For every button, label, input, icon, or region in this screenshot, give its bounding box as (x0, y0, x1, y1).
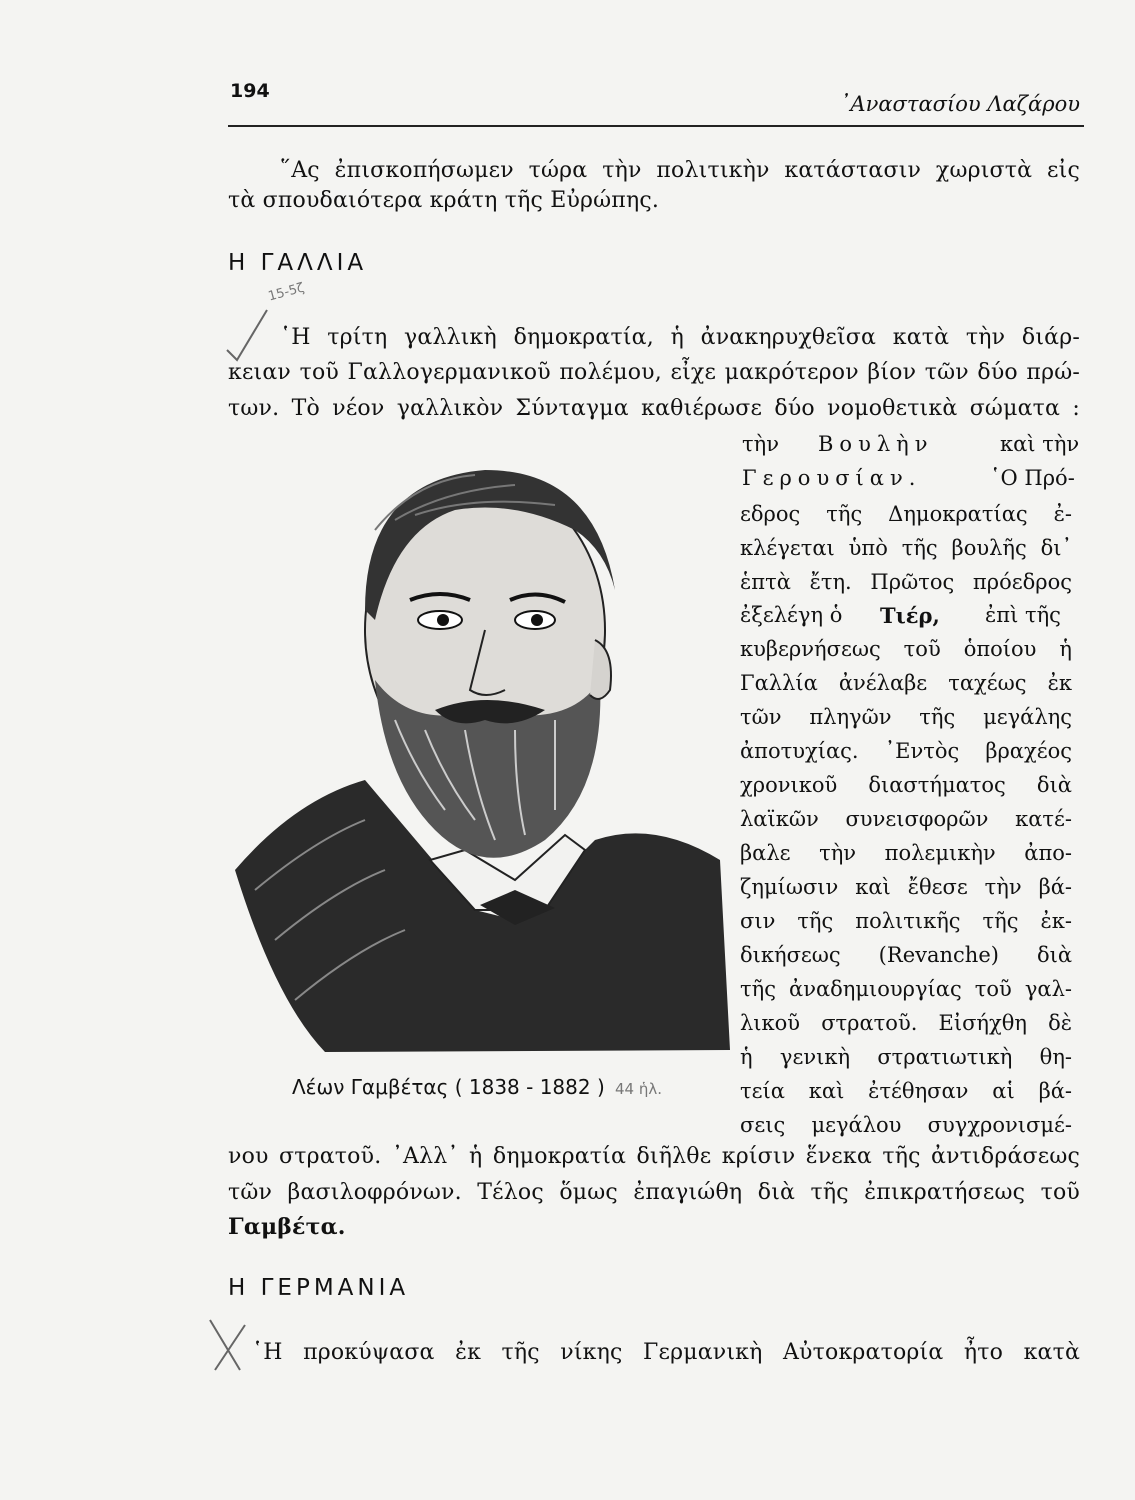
tier-name: Τιέρ, (880, 603, 940, 628)
column-line: χρονικοῦ διαστήματος διὰ (740, 773, 1072, 797)
section-heading-france: Η ΓΑΛΛΙΑ (228, 250, 368, 276)
column-line: τῶν πληγῶν τῆς μεγάλης (740, 705, 1072, 729)
column-line: σιν τῆς πολιτικῆς τῆς ἐκ- (740, 909, 1072, 933)
column-line: κυβερνήσεως τοῦ ὁποίου ἡ (740, 637, 1072, 661)
column-line: ζημίωσιν καὶ ἔθεσε τὴν βά- (740, 875, 1072, 899)
column-line: λαϊκῶν συνεισφορῶν κατέ- (740, 807, 1072, 831)
pencil-caption-note: 44 ἡλ. (615, 1080, 663, 1098)
intro-line-2: τὰ σπουδαιότερα κράτη τῆς Εὐρώπης. (228, 188, 660, 213)
column-line-voulin: Βουλὴν (818, 432, 934, 456)
column-line-tier-after: ἐπὶ τῆς (985, 603, 1061, 627)
pencil-x-mark-icon (200, 1310, 260, 1380)
running-header-author: ᾿Αναστασίου Λαζάρου (839, 92, 1080, 116)
column-line: τεία καὶ ἐτέθησαν αἱ βά- (740, 1079, 1072, 1103)
section-heading-germany: Η ΓΕΡΜΑΝΙΑ (228, 1275, 410, 1301)
france-para-line-2: κειαν τοῦ Γαλλογερμανικοῦ πολέμου, εἶχε μακρότερον βίον τῶν δύο πρώ- (228, 360, 1080, 385)
intro-line-1: ῞Ας ἐπισκοπήσωμεν τώρα τὴν πολιτικὴν κατάστασιν χωριστὰ εἰς (280, 158, 1080, 183)
column-line: Γαλλία ἀνέλαβε ταχέως ἐκ (740, 671, 1072, 695)
column-line: σεις μεγάλου συγχρονισμέ- (740, 1113, 1072, 1137)
column-line: βαλε τὴν πολεμικὴν ἀπο- (740, 841, 1072, 865)
column-line-voulin-post: καὶ τὴν (1000, 432, 1080, 456)
column-line-o-pro: ῾Ο Πρό- (990, 466, 1075, 490)
france-tail-line-2: τῶν βασιλοφρόνων. Τέλος ὅμως ἐπαγιώθη διὰ τῆς ἐπικρατήσεως τοῦ (228, 1180, 1080, 1205)
france-para-line-3: των. Τὸ νέον γαλλικὸν Σύνταγμα καθιέρωσε δύο νομοθετικὰ σώματα : (228, 396, 1080, 421)
germany-para-line-1: ῾Η προκύψασα ἐκ τῆς νίκης Γερμανικὴ Αὐτοκρατορία ἦτο κατὰ (252, 1340, 1080, 1365)
column-line-voulin-pre: τὴν (742, 432, 779, 456)
portrait-engraving (215, 440, 735, 1055)
header-rule (228, 125, 1084, 127)
column-line-gerousian: Γερουσίαν. (742, 466, 922, 490)
column-line: ἡ γενικὴ στρατιωτικὴ θη- (740, 1045, 1072, 1069)
column-line: λικοῦ στρατοῦ. Εἰσήχθη δὲ (740, 1011, 1072, 1035)
page-number: 194 (230, 80, 270, 102)
france-tail-line-1: νου στρατοῦ. ᾿Αλλ᾿ ἡ δημοκρατία διῆλθε κρίσιν ἕνεκα τῆς ἀντιδράσεως (228, 1144, 1080, 1169)
column-line: ἑπτὰ ἔτη. Πρῶτος πρόεδρος (740, 570, 1072, 594)
column-line: κλέγεται ὑπὸ τῆς βουλῆς δι᾿ (740, 536, 1072, 560)
portrait-caption: Λέων Γαμβέτας ( 1838 - 1882 ) (292, 1075, 605, 1099)
gambeta-name: Γαμβέτα. (228, 1214, 346, 1240)
pencil-check-mark-icon (222, 305, 272, 365)
column-line: εδρος τῆς Δημοκρατίας ἐ- (740, 502, 1072, 526)
column-line: ἀποτυχίας. ᾿Εντὸς βραχέος (740, 739, 1072, 763)
column-line: δικήσεως (Revanche) διὰ (740, 943, 1072, 967)
column-line: ἐξελέγη ὁ (740, 603, 843, 627)
pencil-margin-note: 15-5ζ (266, 280, 306, 305)
column-line: τῆς ἀναδημιουργίας τοῦ γαλ- (740, 977, 1072, 1001)
france-para-line-1: ῾Η τρίτη γαλλικὴ δημοκρατία, ἡ ἀνακηρυχθεῖσα κατὰ τὴν διάρ- (280, 325, 1080, 350)
